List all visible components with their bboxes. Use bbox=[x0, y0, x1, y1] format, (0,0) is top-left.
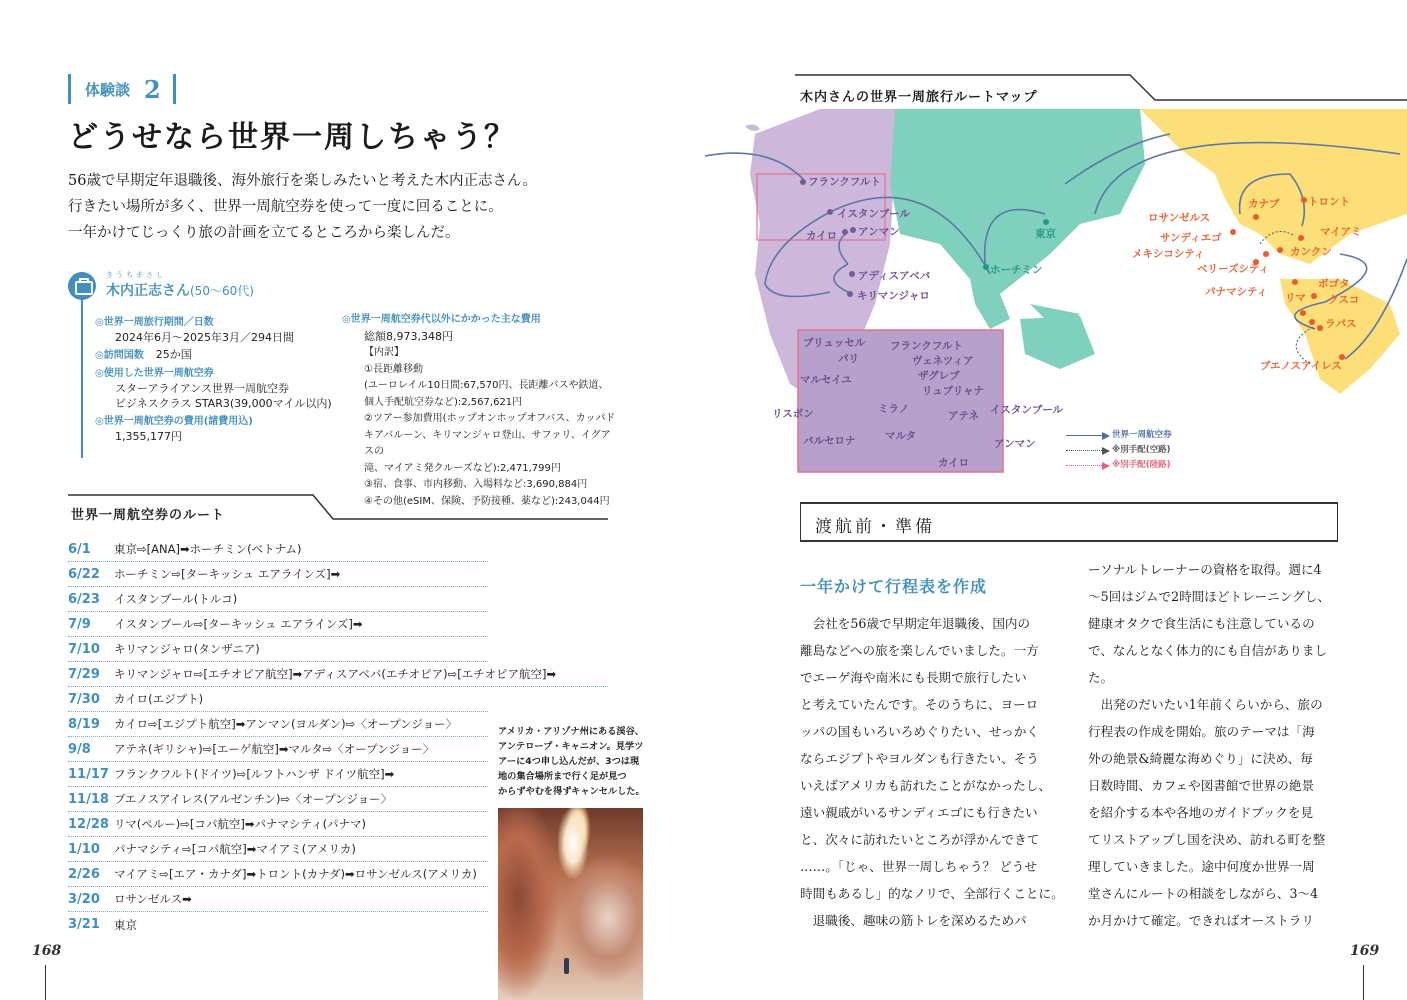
body-line: ……。「じゃ、世界一周しちゃう？ どうせ bbox=[800, 859, 1037, 874]
body-line: と、次々に訪れたいところが浮かんできて bbox=[800, 832, 1040, 847]
body-line: ーソナルトレーナーの資格を取得。週に4 bbox=[1088, 562, 1322, 577]
route-date: 2/26 bbox=[68, 866, 100, 882]
route-date: 1/10 bbox=[68, 841, 100, 857]
body-line: た。 bbox=[1088, 670, 1114, 685]
map-label: ボゴタ bbox=[1318, 278, 1350, 290]
cost-line: ②ツアー参加費用(ホップオンホップオフバス、カッパド bbox=[364, 413, 616, 424]
route-text: イスタンブール(トルコ) bbox=[114, 592, 238, 606]
inset-label: イスタンブール bbox=[990, 404, 1063, 416]
map-label: リマ bbox=[1285, 292, 1306, 304]
legend-item bbox=[1066, 428, 1172, 443]
fact-label: ◎訪問国数 bbox=[95, 350, 144, 361]
lead-line: 56歳で早期定年退職後、海外旅行を楽しみたいと考えた木内正志さん。 bbox=[68, 173, 537, 189]
route-text: 東京⇨[ANA]➡ホーチミン(ベトナム) bbox=[114, 542, 302, 556]
route-text: ブエノスアイレス(アルゼンチン)⇨〈オープンジョー〉 bbox=[114, 792, 393, 806]
route-row bbox=[68, 637, 488, 662]
route-text: 東京 bbox=[114, 917, 137, 932]
world-route-map bbox=[700, 104, 1407, 484]
body-line: ならエジプトやヨルダンも行きたい、そう bbox=[800, 751, 1039, 766]
map-label: カンクン bbox=[1290, 246, 1332, 258]
inset-label: リスボン bbox=[772, 408, 814, 420]
map-label: サンディエゴ bbox=[1160, 232, 1222, 244]
route-text: カイロ⇨[エジプト航空]➡アンマン(ヨルダン)⇨〈オープンジョー〉 bbox=[114, 717, 458, 731]
map-label: イスタンブール bbox=[837, 208, 910, 220]
route-text: フランクフルト(ドイツ)⇨[ルフトハンザ ドイツ航空]➡ bbox=[114, 767, 395, 781]
route-date: 6/23 bbox=[68, 591, 100, 607]
fact-label: ◎世界一周旅行期間／日数 bbox=[95, 317, 214, 328]
route-text: キリマンジャロ⇨[エチオピア航空]➡アディスアベバ(エチオピア)⇨[エチオピア航空]➡ bbox=[114, 667, 557, 681]
person-age: (50～60代) bbox=[190, 284, 254, 298]
section-heading bbox=[800, 502, 1338, 542]
route-row bbox=[68, 837, 488, 862]
body-line: 会社を56歳で早期定年退職後、国内の bbox=[800, 616, 1031, 631]
inset-label: ヴェネツィア bbox=[912, 355, 974, 367]
fact-value: スターアライアンス世界一周航空券 bbox=[115, 382, 290, 395]
inset-label: マルタ bbox=[885, 430, 917, 442]
route-row bbox=[68, 687, 488, 712]
cost-line: 個人手配航空券など):2,567,621円 bbox=[364, 396, 523, 408]
profile-name bbox=[106, 280, 254, 300]
caption-line: アメリカ・アリゾナ州にある渓谷、 bbox=[498, 726, 644, 737]
inset-label: ブリュッセル bbox=[803, 337, 866, 349]
inset-label: カイロ bbox=[938, 457, 970, 469]
profile-facts bbox=[95, 312, 340, 444]
route-date: 7/29 bbox=[68, 666, 100, 682]
route-text: リマ(ペルー)⇨[コパ航空]➡パナマシティ(パナマ) bbox=[114, 817, 367, 831]
route-row bbox=[68, 862, 488, 887]
fact-value: ビジネスクラス STAR3(39,000マイル以内) bbox=[115, 397, 332, 410]
page-rule bbox=[45, 965, 46, 1000]
cost-breakdown bbox=[342, 312, 617, 510]
map-label: トロント bbox=[1308, 196, 1350, 208]
page-title: どうせなら世界一周しちゃう？ bbox=[68, 120, 516, 155]
fact-value: 25か国 bbox=[155, 348, 192, 361]
inset-label: アテネ bbox=[948, 410, 980, 422]
body-line: 時間もあるし」的なノリで、全部行くことに。 bbox=[800, 886, 1064, 901]
route-text: ホーチミン⇨[ターキッシュ エアラインズ]➡ bbox=[114, 567, 341, 581]
route-row bbox=[68, 612, 488, 637]
body-line: か月かけて確定。できればオーストラリ bbox=[1088, 913, 1315, 928]
name-ruby: きうちまさし bbox=[106, 271, 166, 279]
lead-line: 一年かけてじっくり旅の計画を立てるところから楽しんだ。 bbox=[68, 225, 460, 241]
body-line: で、なんとなく体力的にも自信がありまし bbox=[1088, 643, 1328, 658]
body-line: ッパの国もいろいろめぐりたい、せっかく bbox=[800, 724, 1040, 739]
route-date: 8/19 bbox=[68, 716, 100, 732]
cost-line: キアバルーン、キリマンジャロ登山、サファリ、イグアスの bbox=[364, 429, 611, 457]
route-date: 3/21 bbox=[68, 917, 100, 932]
profile-timeline-rule bbox=[81, 298, 83, 458]
person-silhouette bbox=[564, 958, 569, 974]
section-heading-label: 渡航前・準備 bbox=[815, 517, 935, 537]
page-number-right: 169 bbox=[1350, 943, 1380, 959]
route-row bbox=[68, 887, 488, 912]
page-number-left: 168 bbox=[32, 943, 62, 959]
fact-value: 1,355,177円 bbox=[115, 430, 182, 443]
body-line: 理していきました。途中何度か世界一周 bbox=[1088, 859, 1315, 874]
body-line: と考えていたんです。そのうちに、ヨーロ bbox=[800, 697, 1039, 712]
map-label: カイロ bbox=[806, 230, 838, 242]
person-name: 木内正志さん bbox=[106, 283, 190, 299]
map-label: 東京 bbox=[1035, 228, 1056, 240]
route-date: 9/8 bbox=[68, 741, 91, 757]
legend-item bbox=[1066, 458, 1172, 473]
route-text: カイロ(エジプト) bbox=[114, 692, 204, 706]
lead-paragraph bbox=[68, 168, 537, 246]
body-line: 日数時間、カフェや図書館で世界の絶景 bbox=[1088, 778, 1315, 793]
route-date: 6/22 bbox=[68, 566, 100, 582]
body-line: を紹介する本や各地のガイドブックを見 bbox=[1088, 805, 1314, 820]
map-label: クスコ bbox=[1328, 294, 1360, 306]
dotted-arrow-icon bbox=[1066, 465, 1106, 466]
route-heading-label: 世界一周航空券のルート bbox=[71, 508, 226, 523]
story-tag-label: 体験談 bbox=[85, 80, 131, 99]
body-line: ～5回はジムで2時間ほどトレーニングし、 bbox=[1088, 589, 1330, 604]
map-label: アンマン bbox=[858, 226, 900, 238]
route-date: 6/1 bbox=[68, 541, 91, 557]
route-row bbox=[68, 762, 488, 787]
map-label: ベリーズシティ bbox=[1197, 263, 1270, 275]
body-line: でエーゲ海や南米にも長期で旅行したい bbox=[800, 670, 1027, 685]
body-line: 遠い親戚がいるサンディエゴにも行きたい bbox=[800, 805, 1038, 820]
route-date: 7/10 bbox=[68, 641, 100, 657]
fact-label: ◎世界一周航空券の費用(諸費用込) bbox=[95, 416, 253, 427]
route-date: 7/9 bbox=[68, 616, 91, 632]
dotted-arrow-icon bbox=[1066, 450, 1106, 451]
route-date: 11/17 bbox=[68, 766, 109, 782]
map-legend bbox=[1066, 428, 1172, 473]
cost-line: ③宿、食事、市内移動、入場料など:3,690,884円 bbox=[364, 479, 588, 490]
solid-arrow-icon bbox=[1066, 435, 1106, 436]
body-line: 健康オタクで食生活にも注意しているの bbox=[1088, 616, 1315, 631]
route-row bbox=[68, 712, 488, 737]
suitcase-icon bbox=[68, 272, 96, 300]
route-row bbox=[68, 587, 488, 612]
cost-label: ◎世界一周航空券代以外にかかった主な費用 bbox=[342, 314, 541, 325]
route-text: イスタンブール⇨[ターキッシュ エアラインズ]➡ bbox=[114, 617, 363, 631]
legend-label: 世界一周航空券 bbox=[1112, 430, 1172, 440]
story-tag bbox=[68, 74, 176, 104]
route-date: 7/30 bbox=[68, 691, 100, 707]
map-label: アディスアベバ bbox=[858, 270, 931, 282]
light-beam bbox=[558, 808, 588, 878]
body-line: てリストアップし国を決め、訪れる町を整 bbox=[1088, 832, 1326, 847]
map-label: ロサンゼルス bbox=[1148, 212, 1211, 224]
map-label: ブエノスアイレス bbox=[1260, 360, 1342, 372]
body-line: 退職後、趣味の筋トレを深めるためパ bbox=[800, 913, 1027, 928]
route-date: 11/18 bbox=[68, 791, 109, 807]
lead-line: 行きたい場所が多く、世界一周航空券を使って一度に回ることに。 bbox=[68, 199, 503, 215]
fact-value: 2024年6月～2025年3月／294日間 bbox=[115, 331, 294, 344]
legend-label: ※別手配(空路) bbox=[1112, 445, 1171, 455]
route-row bbox=[68, 562, 488, 587]
body-line: 離島などへの旅を楽しんでいました。一方 bbox=[800, 643, 1039, 658]
page-rule bbox=[1363, 965, 1364, 1000]
body-line: 出発のだいたい1年前くらいから、旅の bbox=[1088, 697, 1323, 712]
inset-label: マルセイユ bbox=[800, 374, 852, 386]
subheading: 一年かけて行程表を作成 bbox=[800, 577, 988, 596]
route-heading bbox=[68, 494, 608, 524]
route-date: 3/20 bbox=[68, 891, 100, 907]
route-text: キリマンジャロ(タンザニア) bbox=[114, 642, 260, 656]
divider bbox=[173, 74, 176, 104]
inset-label: アンマン bbox=[994, 438, 1036, 450]
legend-label: ※別手配(陸路) bbox=[1112, 460, 1171, 470]
map-label: フランクフルト bbox=[808, 176, 881, 188]
body-line: 外の絶景&綺麗な海めぐり」に決め、毎 bbox=[1088, 751, 1313, 766]
caption-line: アンテロープ・キャニオン。見学ツ bbox=[498, 741, 644, 752]
map-label: ラパス bbox=[1325, 318, 1357, 330]
antelope-canyon-photo bbox=[498, 808, 643, 1000]
inset-label: ザグレブ bbox=[918, 370, 960, 382]
story-tag-number: 2 bbox=[144, 74, 161, 104]
body-column-1 bbox=[800, 610, 1064, 934]
map-label: ホーチミン bbox=[990, 264, 1043, 276]
photo-caption bbox=[498, 724, 646, 799]
cost-line: ④その他(eSIM、保険、予防接種、薬など):243,044円 bbox=[364, 495, 610, 507]
map-title: 木内さんの世界一周旅行ルートマップ bbox=[800, 90, 1038, 105]
inset-label: フランクフルト bbox=[890, 340, 963, 352]
caption-line: アーに4つ申し込んだが、3つは現 bbox=[498, 756, 640, 767]
map-label: マイアミ bbox=[1320, 226, 1362, 238]
inset-label: パリ bbox=[838, 353, 859, 365]
caption-line: 地の集合場所まで行く足が見つ bbox=[498, 771, 627, 782]
route-text: ロサンゼルス➡ bbox=[114, 892, 192, 906]
route-text: アテネ(ギリシャ)⇨[エーゲ航空]➡マルタ⇨〈オープンジョー〉 bbox=[114, 742, 435, 756]
map-label: キリマンジャロ bbox=[857, 290, 930, 302]
cost-line: 滝、マイアミ発クルーズなど):2,471,799円 bbox=[364, 462, 561, 474]
cost-total: 総額8,973,348円 bbox=[364, 329, 453, 343]
inset-label: バルセロナ bbox=[803, 435, 856, 447]
body-line: 行程表の作成を開始。旅のテーマは「海 bbox=[1088, 724, 1315, 739]
legend-item bbox=[1066, 443, 1172, 458]
route-text: マイアミ⇨[エア・カナダ]➡トロント(カナダ)➡ロサンゼルス(アメリカ) bbox=[114, 867, 477, 881]
route-row bbox=[68, 787, 488, 812]
inset-label: リュブリャナ bbox=[922, 385, 984, 397]
cost-line: ①長距離移動 bbox=[364, 363, 423, 375]
fact-label: ◎使用した世界一周航空券 bbox=[95, 368, 214, 379]
cost-line: (ユーロレイル10日間:67,570円、長距離バスや鉄道、 bbox=[364, 380, 609, 391]
route-row bbox=[68, 812, 488, 837]
route-list bbox=[68, 537, 557, 937]
body-line: いえばアメリカも訪れたことがなかったし、 bbox=[800, 778, 1051, 793]
breakdown-label: 【内訳】 bbox=[364, 347, 404, 358]
map-label: パナマシティ bbox=[1205, 286, 1268, 298]
route-row bbox=[68, 912, 488, 937]
route-row bbox=[68, 662, 608, 687]
map-label: カナブ bbox=[1248, 198, 1280, 210]
route-date: 12/28 bbox=[68, 816, 109, 832]
body-column-2 bbox=[1088, 556, 1330, 934]
route-row bbox=[68, 737, 488, 762]
route-text: パナマシティ⇨[コパ航空]➡マイアミ(アメリカ) bbox=[114, 842, 356, 856]
body-line: 堂さんにルートの相談をしながら、3～4 bbox=[1088, 886, 1319, 901]
map-label: メキシコシティ bbox=[1132, 248, 1205, 260]
inset-label: ミラノ bbox=[878, 403, 910, 415]
route-row bbox=[68, 537, 488, 562]
caption-line: からずやむを得ずキャンセルした。 bbox=[498, 786, 645, 797]
